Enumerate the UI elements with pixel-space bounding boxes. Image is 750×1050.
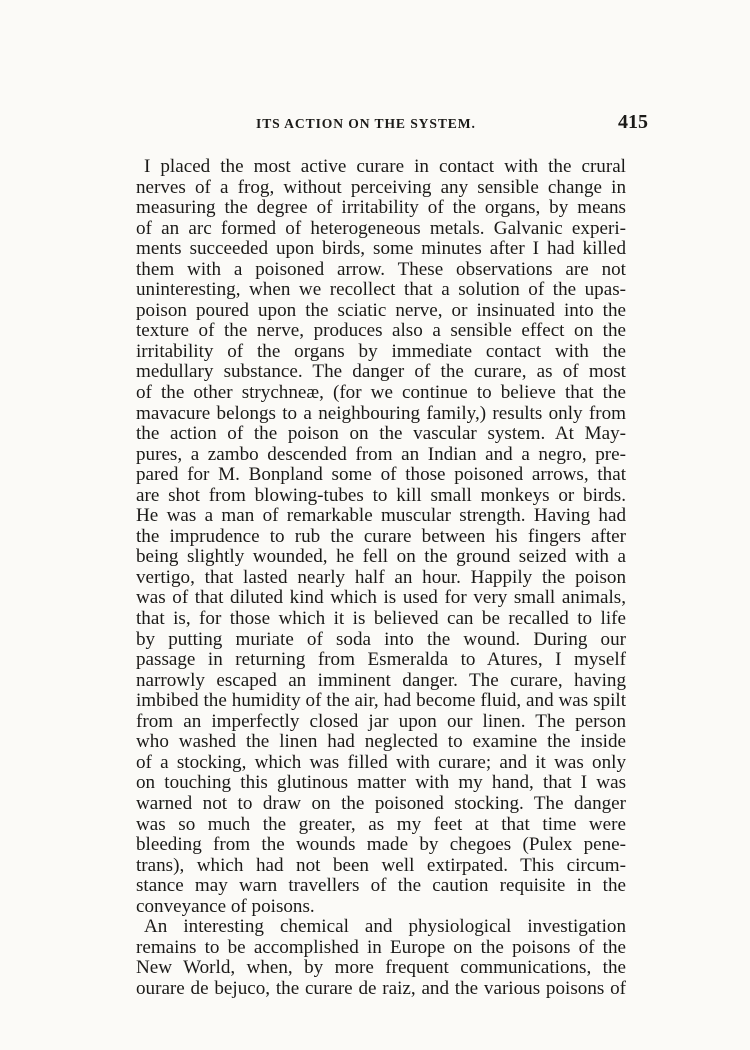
text-line: that is, for those which it is believed can be recalled to life xyxy=(136,608,626,630)
body-text xyxy=(136,157,626,999)
text-line: vertigo, that lasted nearly half an hour. Happily the poison xyxy=(136,566,626,588)
text-line: are shot from blowing-tubes to kill small monkeys or birds. xyxy=(136,484,626,506)
text-line: pared for M. Bonpland some of those poisoned arrows, that xyxy=(136,464,626,486)
text-line: irritability of the organs by immediate contact with the xyxy=(136,340,626,362)
text-line: was of that diluted kind which is used for very small animals, xyxy=(136,587,626,609)
text-line: uninteresting, when we recollect that a solution of the upas- xyxy=(136,279,626,301)
text-line: trans), which had not been well extirpated. This circum- xyxy=(136,854,626,876)
text-line: stance may warn travellers of the caution requisite in the xyxy=(136,875,626,897)
text-line: conveyance of poisons. xyxy=(136,895,315,917)
text-line: of the other strychneæ, (for we continue to believe that the xyxy=(136,382,626,404)
text-line: mavacure belongs to a neighbouring family,) results only from xyxy=(136,402,626,424)
text-line: ments succeeded upon birds, some minutes after I had killed xyxy=(136,238,626,260)
text-line: was so much the greater, as my feet at that time were xyxy=(136,813,626,835)
text-line: imbibed the humidity of the air, had become fluid, and was spilt xyxy=(136,690,626,712)
text-line: from an imperfectly closed jar upon our linen. The person xyxy=(136,710,626,732)
text-line: texture of the nerve, produces also a sensible effect on the xyxy=(136,320,626,342)
text-line: An interesting chemical and physiological investigation xyxy=(144,916,626,938)
text-line: medullary substance. The danger of the curare, as of most xyxy=(136,361,626,383)
text-line: pures, a zambo descended from an Indian and a negro, pre- xyxy=(136,443,626,465)
text-line: remains to be accomplished in Europe on the poisons of the xyxy=(136,936,626,958)
text-line: passage in returning from Esmeralda to Atures, I myself xyxy=(136,649,626,671)
paragraph-1 xyxy=(136,157,626,917)
text-line: of an arc formed of heterogeneous metals. Galvanic experi- xyxy=(136,217,626,239)
text-line: narrowly escaped an imminent danger. The curare, having xyxy=(136,669,626,691)
text-line: I placed the most active curare in contact with the crural xyxy=(144,156,626,177)
text-line: New World, when, by more frequent communications, the xyxy=(136,957,626,979)
text-line: them with a poisoned arrow. These observations are not xyxy=(136,258,626,280)
text-line: He was a man of remarkable muscular strength. Having had xyxy=(136,505,626,527)
text-line: ourare de bejuco, the curare de raiz, and the various poisons of xyxy=(136,977,626,999)
text-line: the imprudence to rub the curare between his fingers after xyxy=(136,525,626,547)
text-line: bleeding from the wounds made by chegoes (Pulex pene- xyxy=(136,834,626,856)
paragraph-2 xyxy=(136,917,626,999)
running-head: ITS ACTION ON THE SYSTEM. xyxy=(256,116,476,131)
text-line: on touching this glutinous matter with my hand, that I was xyxy=(136,772,626,794)
text-line: the action of the poison on the vascular system. At May- xyxy=(136,423,626,445)
text-line: of a stocking, which was filled with curare; and it was only xyxy=(136,751,626,773)
text-line: who washed the linen had neglected to examine the inside xyxy=(136,731,626,753)
text-line: by putting muriate of soda into the wound. During our xyxy=(136,628,626,650)
text-line: measuring the degree of irritability of the organs, by means xyxy=(136,197,626,219)
text-line: poison poured upon the sciatic nerve, or insinuated into the xyxy=(136,299,626,321)
text-line: warned not to draw on the poisoned stocking. The danger xyxy=(136,792,626,814)
page-number: 415 xyxy=(618,111,648,133)
text-line: nerves of a frog, without perceiving any sensible change in xyxy=(136,176,626,198)
text-line: being slightly wounded, he fell on the ground seized with a xyxy=(136,546,626,568)
